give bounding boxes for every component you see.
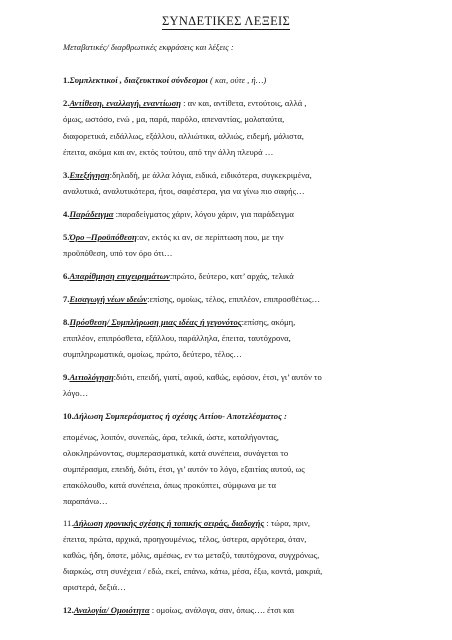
section-text: : τώρα, πριν,	[264, 518, 311, 528]
section-2	[63, 98, 307, 108]
section-heading: Αιτιολόγηση	[69, 372, 114, 382]
section-heading: Αναλογία/ Ομοιότητα	[73, 605, 150, 615]
section-heading: Παράδειγμα	[69, 209, 114, 219]
section-4	[63, 209, 294, 219]
section-text: :δηλαδή, με άλλα λόγια, ειδικά, ειδικότερα, συγκεκριμένα,	[109, 170, 312, 180]
section-number: 2.	[63, 98, 70, 108]
section-10-line-4: επακόλουθο, κατά συνέπεια, όπως προκύπτει, σύμφωνα με τα	[63, 480, 276, 490]
section-10-line-2: ολοκληρώνοντας, συμπερασματικά, κατά συνέπεια, συνάγεται το	[63, 448, 289, 458]
section-text: :αν, εκτός κι αν, σε περίπτωση που, με την	[136, 232, 284, 242]
section-5-line-2: προϋπόθεση, υπό τον όρο ότι…	[63, 248, 173, 258]
section-heading: Εισαγωγή νέων ιδεών	[69, 294, 148, 304]
section-2-line-3: διαφορετικά, ειδάλλως, εξάλλου, αλλιώτικα, αλλιώς, ειδεμή, μάλιστα,	[63, 131, 304, 141]
section-10-line-5: παραπάνω…	[63, 496, 108, 506]
section-number: 7.	[63, 294, 70, 304]
section-9-line-2: λόγο…	[63, 388, 89, 398]
document-title: ΣΥΝΔΕΤΙΚΕΣ ΛΕΞΕΙΣ	[161, 14, 291, 28]
section-6	[63, 271, 294, 281]
section-11-line-2: έπειτα, πρώτα, αρχικά, προηγουμένως, τέλος, ύστερα, αργότερα, όταν,	[63, 534, 307, 544]
section-number: 11.	[63, 518, 74, 528]
section-number: 4.	[63, 209, 70, 219]
section-11-line-4: διαρκώς, στη συνέχεια / εδώ, εκεί, επάνω, κάτω, μέσα, έξω, κοντά, μακριά,	[63, 566, 323, 576]
section-heading: Δήλωση Συμπεράσματος ή σχέσης Αιτίου- Αποτελέσματος :	[73, 411, 287, 421]
section-number: 10.	[63, 411, 74, 421]
section-7	[63, 294, 320, 304]
section-heading: Δήλωση χρονικής σχέσης ή τοπικής σειράς, διαδοχής	[73, 518, 265, 528]
section-heading: Επεξήγηση	[69, 170, 110, 180]
section-number: 9.	[63, 372, 70, 382]
section-10-line-1: επομένως, λοιπόν, συνεπώς, άρα, τελικά, ώστε, καταλήγοντας,	[63, 432, 279, 442]
section-text: ( και, ούτε , ή…)	[207, 75, 267, 85]
section-number: 8.	[63, 317, 70, 327]
section-8-line-2: επιπλέον, επιπρόσθετα, εξάλλου, παράλληλα, έπειτα, ταυτόχρονα,	[63, 333, 291, 343]
section-text: :πρώτο, δεύτερο, κατ’ αρχάς, τελικά	[169, 271, 294, 281]
section-12	[63, 605, 294, 615]
section-1	[63, 75, 266, 85]
section-3-line-2: αναλυτικά, αναλυτικότερα, ήτοι, σαφέστερα, για να γίνω πιο σαφής…	[63, 186, 305, 196]
section-number: 6.	[63, 271, 70, 281]
section-heading: Αντίθεση, εναλλαγή, εναντίωση	[69, 98, 181, 108]
section-2-line-4: έπειτα, ακόμα και αν, εκτός τούτου, από την άλλη πλευρά …	[63, 147, 274, 157]
section-5	[63, 232, 284, 242]
section-2-line-2: όμως, ωστόσο, ενώ , μα, παρά, παρόλο, απεναντίας, μολαταύτα,	[63, 114, 285, 124]
section-11	[63, 518, 310, 528]
section-number: 1.	[63, 75, 70, 85]
section-number: 12.	[63, 605, 74, 615]
section-heading: Συμπλεκτικοί , διαζευκτικοί σύνδεσμοι	[69, 75, 208, 85]
section-10-line-3: συμπέρασμα, επειδή, διότι, έτσι, γι’ αυτόν το λόγο, εξαιτίας αυτού, ως	[63, 464, 305, 474]
section-text: : αν και, αντίθετα, εντούτοις, αλλά ,	[180, 98, 307, 108]
intro-heading: Μεταβατικές/ διαρθρωτικές εκφράσεις και λέξεις :	[63, 42, 234, 52]
section-text: : ομοίως, ανάλογα, σαν, όπως…. έτσι και	[149, 605, 295, 615]
section-text: :παραδείγματος χάριν, λόγου χάριν, για παράδειγμα	[113, 209, 294, 219]
section-text: :επίσης, ακόμη,	[241, 317, 296, 327]
section-heading: Όρο –Προϋπόθεση	[69, 232, 137, 242]
section-number: 3.	[63, 170, 70, 180]
section-number: 5.	[63, 232, 70, 242]
section-text: :διότι, επειδή, γιατί, αφού, καθώς, εφόσον, έτσι, γι’ αυτόν το	[113, 372, 322, 382]
section-11-line-5: αριστερά, δεξιά…	[63, 582, 126, 592]
section-text: :επίσης, ομοίως, τέλος, επιπλέον, επιπροσθέτως…	[147, 294, 321, 304]
section-heading: Πρόσθεση/ Συμπλήρωση μιας ιδέας ή γεγονότος	[69, 317, 242, 327]
section-heading: Απαρίθμηση επιχειρημάτων	[69, 271, 170, 281]
section-8	[63, 317, 295, 327]
section-3	[63, 170, 312, 180]
section-10	[63, 411, 287, 421]
section-11-line-3: καθώς, ήδη, όποτε, μόλις, αμέσως, εν τω μεταξύ, ταυτόχρονα, συγχρόνως,	[63, 550, 320, 560]
section-9	[63, 372, 322, 382]
section-8-line-3: συμπληρωματικά, ομοίως, πρώτο, δεύτερο, τέλος…	[63, 349, 242, 359]
